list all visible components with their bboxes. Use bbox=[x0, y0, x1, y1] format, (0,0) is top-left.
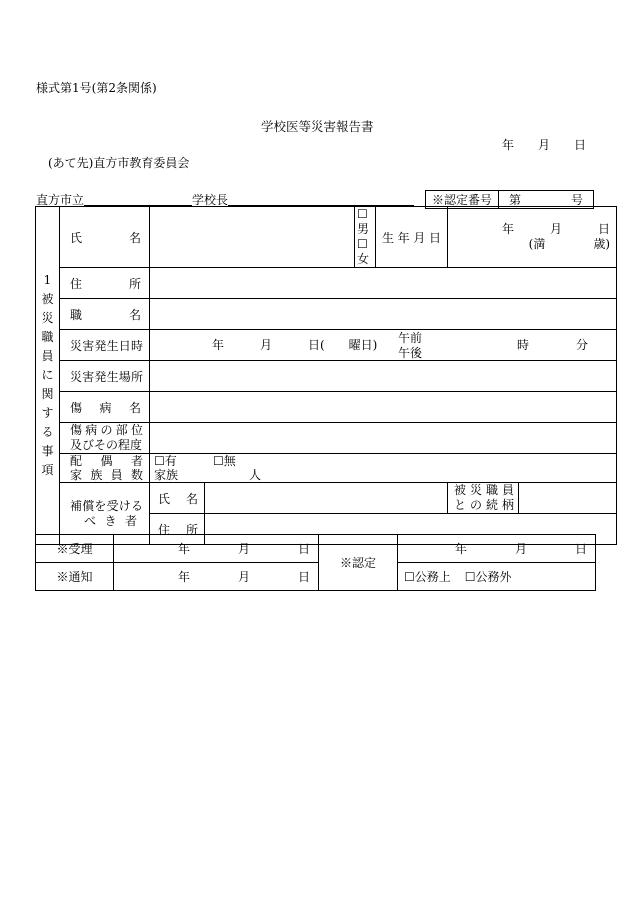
notified-date-field[interactable]: 年 月 日 bbox=[114, 563, 319, 591]
approval-date-field[interactable]: 年 月 日 bbox=[398, 535, 596, 563]
spouse-yes-checkbox[interactable]: ☐有 bbox=[154, 454, 177, 468]
injury-field[interactable] bbox=[150, 423, 617, 454]
injury-label-line1: 傷 病 の 部 位 bbox=[70, 423, 143, 437]
male-checkbox[interactable]: ☐男 bbox=[357, 207, 370, 236]
on-duty-checkbox[interactable]: ☐公務上 bbox=[404, 570, 451, 584]
address-field[interactable] bbox=[150, 268, 617, 299]
family-prefix: 家族 bbox=[154, 468, 179, 482]
duty-options[interactable] bbox=[398, 563, 596, 591]
comp-address-label: 住 所 bbox=[150, 514, 205, 545]
injury-label-line2: 及びその程度 bbox=[70, 438, 143, 452]
cert-no-suffix: 号 bbox=[570, 193, 583, 207]
relation-field[interactable] bbox=[519, 483, 617, 514]
form-title: 学校医等災害報告書 bbox=[261, 119, 374, 134]
gender-cell[interactable] bbox=[355, 207, 376, 268]
minute-unit: 分 bbox=[576, 338, 589, 352]
injury-label bbox=[60, 423, 150, 454]
received-label: ※受理 bbox=[36, 535, 114, 563]
comp-name-field[interactable] bbox=[205, 483, 448, 514]
place-label: 災 害 発 生 場 所 bbox=[60, 361, 150, 392]
family-unit: 人 bbox=[249, 468, 262, 482]
report-date-month: 月 bbox=[538, 138, 551, 152]
name-label: 氏 名 bbox=[60, 207, 150, 268]
section-label: 1被災職員に関する事項 bbox=[41, 273, 54, 477]
off-duty-checkbox[interactable]: ☐公務外 bbox=[464, 570, 512, 584]
hour-unit: 時 bbox=[517, 338, 530, 352]
report-date-year: 年 bbox=[502, 138, 515, 152]
received-date-field[interactable]: 年 月 日 bbox=[114, 535, 319, 563]
spouse-family-field[interactable] bbox=[150, 454, 617, 483]
principal-name-field[interactable] bbox=[228, 193, 414, 206]
school-name-field[interactable] bbox=[84, 193, 192, 206]
form-style-reference: 様式第1号(第2条関係) bbox=[36, 81, 157, 95]
notified-label: ※通知 bbox=[36, 563, 114, 591]
relation-label: 被 災 職 員 と の 続 柄 bbox=[448, 483, 519, 514]
illness-label: 傷 病 名 bbox=[60, 392, 150, 423]
report-date bbox=[502, 139, 586, 151]
report-date-day: 日 bbox=[574, 138, 587, 152]
job-field[interactable] bbox=[150, 299, 617, 330]
name-field[interactable] bbox=[150, 207, 355, 268]
datetime-field[interactable] bbox=[150, 330, 617, 361]
age-field: (満 歳) bbox=[528, 237, 611, 251]
compensation-label: 補 償 を 受 け る べ き 者 bbox=[60, 483, 150, 545]
address-label: 住 所 bbox=[60, 268, 150, 299]
spouse-no-checkbox[interactable]: ☐無 bbox=[213, 454, 236, 468]
am-option[interactable]: 午前 bbox=[398, 331, 423, 345]
school-prefix: 直方市立 bbox=[36, 193, 85, 207]
job-label: 職 名 bbox=[60, 299, 150, 330]
datetime-ymd: 年 月 日( 曜日) bbox=[212, 338, 378, 352]
section-label-cell bbox=[36, 207, 60, 545]
place-field[interactable] bbox=[150, 361, 617, 392]
addressee: (あて先)直方市教育委員会 bbox=[48, 156, 190, 170]
injured-staff-table bbox=[35, 206, 617, 545]
comp-name-label: 氏 名 bbox=[150, 483, 205, 514]
dob-label: 生 年 月 日 bbox=[376, 207, 448, 268]
spouse-family-label: 配 偶 者 家 族 員 数 bbox=[60, 454, 150, 483]
cert-no-label: ※認定番号 bbox=[426, 191, 499, 209]
office-use-table bbox=[35, 534, 596, 591]
illness-field[interactable] bbox=[150, 392, 617, 423]
dob-ymd: 年 月 日 bbox=[502, 222, 611, 236]
datetime-label: 災 害 発 生 日 時 bbox=[60, 330, 150, 361]
school-line bbox=[36, 193, 414, 206]
pm-option[interactable]: 午後 bbox=[398, 346, 423, 360]
principal-label: 学校長 bbox=[192, 193, 229, 207]
female-checkbox[interactable]: ☐女 bbox=[357, 237, 370, 266]
cert-no-prefix: 第 bbox=[509, 193, 522, 207]
dob-field[interactable] bbox=[448, 207, 617, 268]
approval-label: ※認定 bbox=[319, 535, 398, 591]
